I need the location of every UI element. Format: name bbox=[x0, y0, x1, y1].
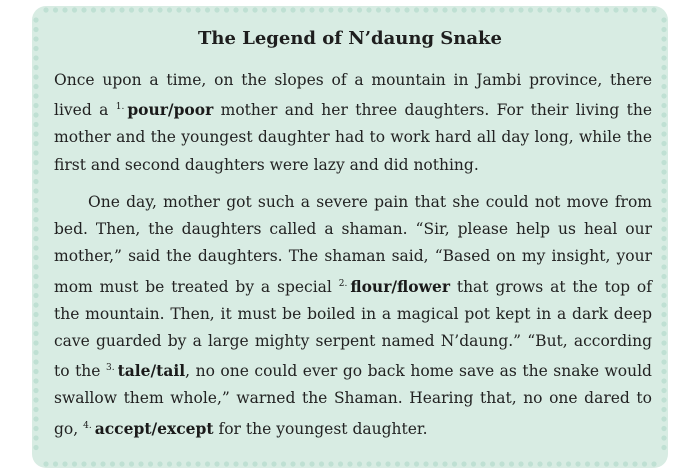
paragraph-2-text-b: that grows at the top of the mountain. Then, it must be boiled in a magical pot kept in a dark deep cave guarded by a large mighty serpent named N’daung.” “But, according to the bbox=[54, 277, 652, 381]
blank-3-options[interactable]: tale/tail bbox=[117, 361, 186, 381]
paragraph-2-text-d: for the youngest daughter. bbox=[213, 419, 428, 438]
paragraph-2-text-c: , no one could ever go back home save as the snake would swallow them whole,” warned the Shaman. Hearing that, no one dared to go, bbox=[54, 362, 652, 438]
blank-2-options[interactable]: flour/flower bbox=[350, 276, 450, 296]
blank-4-number: 4. bbox=[83, 420, 92, 431]
blank-3-number: 3. bbox=[105, 363, 115, 374]
paragraph-1-text-b: mother and her three daughters. For their living the mother and the youngest daughter had to work hard all day long, while the first and second daughters were lazy and did nothing. bbox=[54, 101, 652, 174]
blank-2[interactable] bbox=[339, 277, 450, 296]
paragraph-1 bbox=[54, 67, 652, 179]
blank-1[interactable] bbox=[116, 100, 214, 119]
blank-3[interactable] bbox=[106, 361, 185, 380]
blank-2-number: 2. bbox=[338, 278, 348, 289]
paragraph-2-text-a: One day, mother got such a severe pain that she could not move from bed. Then, the daughters called a shaman. “Sir, please help us heal our mother,” said the daughters. The shaman said, “Based on my insight, your mom must be treated by a special bbox=[54, 193, 652, 296]
story-title: The Legend of N’daung Snake bbox=[198, 28, 502, 49]
blank-4[interactable] bbox=[83, 419, 213, 438]
blank-1-options[interactable]: pour/poor bbox=[127, 100, 214, 120]
paragraph-2 bbox=[54, 189, 652, 443]
blank-4-options[interactable]: accept/except bbox=[94, 418, 214, 438]
story-content bbox=[32, 6, 668, 468]
blank-1-number: 1. bbox=[115, 102, 125, 113]
paragraph-1-text-a: Once upon a time, on the slopes of a mountain in Jambi province, there lived a bbox=[54, 71, 652, 120]
